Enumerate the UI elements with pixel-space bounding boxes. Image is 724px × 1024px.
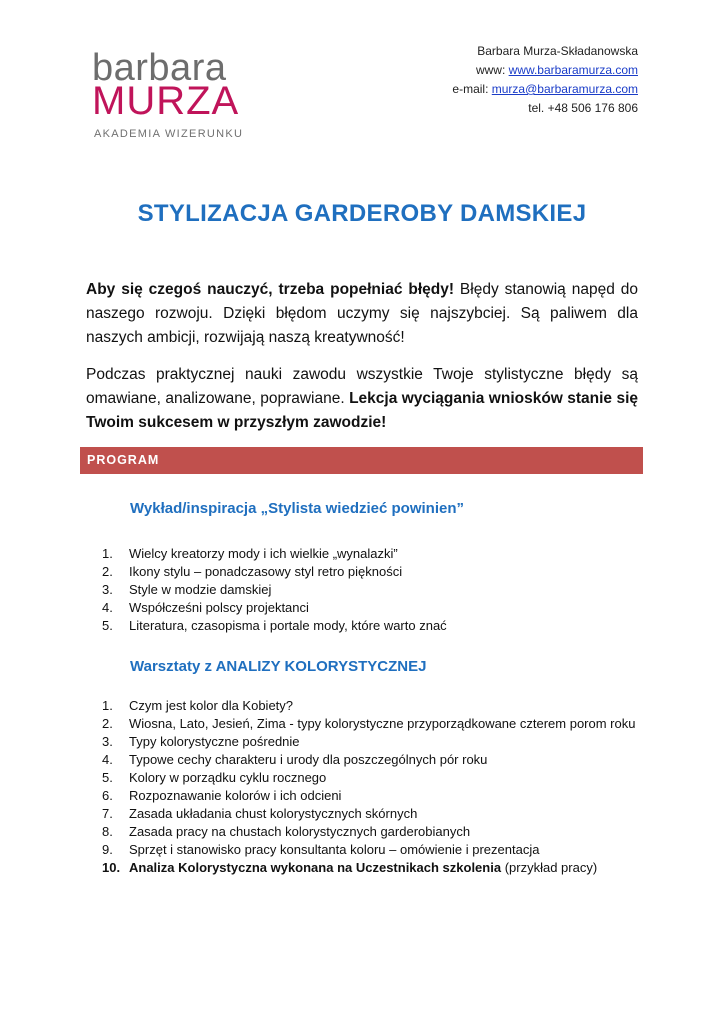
list-item xyxy=(102,563,638,581)
logo-murza-text: MURZA xyxy=(92,79,240,123)
list-item-text: Style w modzie damskiej xyxy=(129,582,272,597)
list-item-number: 1. xyxy=(102,698,113,713)
website-link[interactable]: www.barbaramurza.com xyxy=(508,63,638,77)
list-item-number: 3. xyxy=(102,582,113,597)
list-item-number: 6. xyxy=(102,788,113,803)
list-item-text: Czym jest kolor dla Kobiety? xyxy=(129,698,294,713)
program-header-bar xyxy=(80,447,643,474)
list-item-number: 4. xyxy=(102,752,113,767)
list-item xyxy=(102,769,638,787)
list-item-number: 7. xyxy=(102,806,113,821)
list-item xyxy=(102,823,638,841)
intro-paragraph-2 xyxy=(86,363,638,435)
list-item-number: 2. xyxy=(102,564,113,579)
lecture-list xyxy=(102,545,638,635)
list-item-number: 8. xyxy=(102,824,113,839)
list-item xyxy=(102,545,638,563)
list-item-number: 9. xyxy=(102,842,113,857)
list-item-text-bold: Analiza Kolorystyczna wykonana na Uczestnikach szkolenia xyxy=(129,860,502,875)
email-label: e-mail: xyxy=(452,82,492,96)
list-item-number: 5. xyxy=(102,618,113,633)
contact-block xyxy=(452,42,638,118)
list-item xyxy=(102,581,638,599)
list-item-text: Typy kolorystyczne pośrednie xyxy=(129,734,300,749)
list-item-text: Zasada pracy na chustach kolorystycznych garderobianych xyxy=(129,824,471,839)
workshop-list xyxy=(102,697,638,877)
www-label: www: xyxy=(475,63,509,77)
contact-name: Barbara Murza-Składanowska xyxy=(477,44,638,58)
list-item-number: 5. xyxy=(102,770,113,785)
list-item-number: 1. xyxy=(102,546,113,561)
logo-tagline: AKADEMIA WIZERUNKU xyxy=(94,128,244,140)
list-item-text: Wiosna, Lato, Jesień, Zima - typy kolorystyczne przyporządkowane czterem porom roku xyxy=(129,716,636,731)
program-label: PROGRAM xyxy=(87,453,160,467)
intro-p1-bold: Aby się czegoś nauczyć, trzeba popełniać błędy! xyxy=(86,281,455,298)
list-item xyxy=(102,599,638,617)
list-item-number: 3. xyxy=(102,734,113,749)
list-item-text: Rozpoznawanie kolorów i ich odcieni xyxy=(129,788,342,803)
list-item xyxy=(102,841,638,859)
list-item-number: 2. xyxy=(102,716,113,731)
list-item xyxy=(102,751,638,769)
list-item-text: Współcześni polscy projektanci xyxy=(129,600,309,615)
page-title: STYLIZACJA GARDEROBY DAMSKIEJ xyxy=(137,200,587,227)
list-item xyxy=(102,617,638,635)
email-link[interactable]: murza@barbaramurza.com xyxy=(491,82,638,96)
list-item xyxy=(102,859,638,877)
list-item-number: 4. xyxy=(102,600,113,615)
list-item-text: Wielcy kreatorzy mody i ich wielkie „wynalazki” xyxy=(129,546,398,561)
intro-p2-rest: Podczas praktycznej nauki zawodu wszystkie Twoje stylistyczne błędy są omawiane, analizowane, poprawiane. xyxy=(86,366,638,407)
section-lecture-heading: Wykład/inspiracja „Stylista wiedzieć powinien” xyxy=(130,500,464,517)
logo xyxy=(92,48,242,148)
list-item xyxy=(102,733,638,751)
list-item-text: Literatura, czasopisma i portale mody, które warto znać xyxy=(129,618,447,633)
contact-phone: tel. +48 506 176 806 xyxy=(528,101,638,115)
list-item xyxy=(102,715,638,733)
list-item-text: Typowe cechy charakteru i urody dla poszczególnych pór roku xyxy=(129,752,488,767)
section-workshop-heading: Warsztaty z ANALIZY KOLORYSTYCZNEJ xyxy=(130,658,427,675)
intro-paragraph-1 xyxy=(86,278,638,350)
list-item-text: Sprzęt i stanowisko pracy konsultanta koloru – omówienie i prezentacja xyxy=(129,842,540,857)
list-item-number: 10. xyxy=(102,860,121,875)
intro-p2-bold: Lekcja wyciągania wniosków stanie się Twoim sukcesem w przyszłym zawodzie! xyxy=(86,390,638,431)
list-item xyxy=(102,787,638,805)
contact-email xyxy=(452,80,638,99)
logo-barbara-text: barbara xyxy=(92,47,227,89)
intro-p1-rest: Błędy stanowią napęd do naszego rozwoju. Dzięki błędom uczymy się najszybciej. Są paliwem dla naszych ambicji, rozwijają naszą kreatywność! xyxy=(86,281,638,346)
list-item xyxy=(102,697,638,715)
list-item xyxy=(102,805,638,823)
list-item-text: (przykład pracy) xyxy=(501,860,598,875)
list-item-text: Ikony stylu – ponadczasowy styl retro piękności xyxy=(129,564,403,579)
list-item-text: Kolory w porządku cyklu rocznego xyxy=(129,770,327,785)
contact-www xyxy=(452,61,638,80)
list-item-text: Zasada układania chust kolorystycznych skórnych xyxy=(129,806,418,821)
